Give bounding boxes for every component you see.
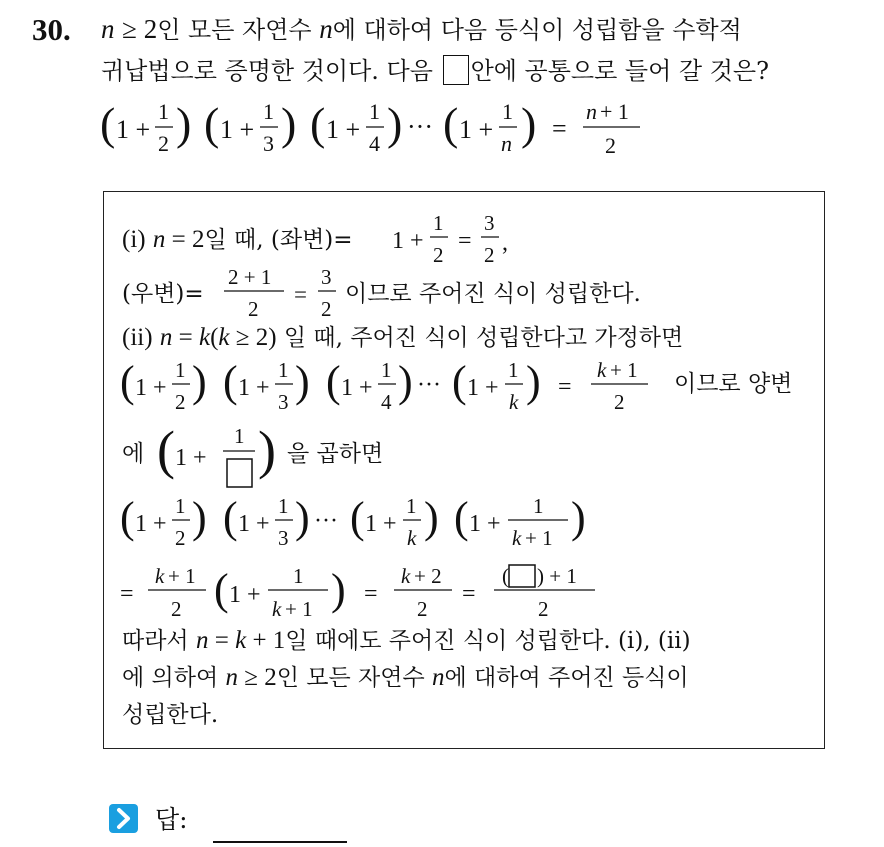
chevron-right-icon xyxy=(109,804,138,833)
svg-text:k: k xyxy=(512,526,522,550)
svg-text:=: = xyxy=(458,228,472,254)
svg-text:k: k xyxy=(597,358,607,382)
svg-text:1 +: 1 + xyxy=(220,115,255,144)
svg-text:(: ( xyxy=(326,357,341,406)
svg-text:1: 1 xyxy=(293,564,304,588)
svg-text:): ) xyxy=(521,98,537,149)
svg-text:(: ( xyxy=(120,493,135,542)
svg-text:): ) xyxy=(295,493,310,542)
svg-text:): ) xyxy=(331,565,346,614)
svg-text:=: = xyxy=(462,581,476,607)
svg-text:) + 1: ) + 1 xyxy=(537,564,577,588)
svg-text:(: ( xyxy=(350,493,365,542)
svg-text:1: 1 xyxy=(508,358,519,382)
proof-line-7-math xyxy=(120,560,620,628)
svg-text:(: ( xyxy=(502,564,509,588)
svg-text:1: 1 xyxy=(278,494,289,518)
svg-text:2: 2 xyxy=(417,597,428,621)
paren: ( xyxy=(100,98,116,149)
svg-text:): ) xyxy=(424,493,439,542)
proof-line-8: 따라서 n = k + 1일 때에도 주어진 식이 성립한다. (i), (ii) xyxy=(122,627,691,654)
svg-text:1: 1 xyxy=(406,494,417,518)
svg-text:): ) xyxy=(398,357,413,406)
proof-line-4-math xyxy=(120,352,680,420)
svg-text:): ) xyxy=(258,420,276,480)
svg-text:=: = xyxy=(364,581,378,607)
svg-text:(: ( xyxy=(120,357,135,406)
proof-line-6-math xyxy=(120,488,620,556)
svg-text:): ) xyxy=(192,357,207,406)
svg-text:3: 3 xyxy=(278,390,289,414)
svg-text:2: 2 xyxy=(538,597,549,621)
svg-text:+ 1: + 1 xyxy=(600,99,629,124)
proof-line-1-math xyxy=(392,206,532,272)
svg-text:1: 1 xyxy=(263,99,274,124)
svg-text:k: k xyxy=(509,390,519,414)
problem-number: 30. xyxy=(32,12,71,47)
svg-text:1: 1 xyxy=(502,99,513,124)
svg-text:=: = xyxy=(552,114,567,143)
svg-text:): ) xyxy=(571,493,586,542)
blank-box xyxy=(227,459,252,487)
svg-text:+ 1: + 1 xyxy=(168,564,196,588)
svg-text:(: ( xyxy=(443,98,459,149)
svg-text:1 +: 1 + xyxy=(469,511,501,537)
svg-text:1: 1 xyxy=(278,358,289,382)
svg-text:3: 3 xyxy=(278,526,289,550)
svg-text:2: 2 xyxy=(158,131,169,156)
svg-text:2: 2 xyxy=(171,597,182,621)
svg-text:k: k xyxy=(272,597,282,621)
problem-line-2 xyxy=(101,54,769,88)
proof-line-1: (i) n = 2일 때, (좌변)= xyxy=(122,226,353,253)
proof-line-2-text: 이므로 주어진 식이 성립한다. xyxy=(345,281,641,307)
svg-text:1: 1 xyxy=(175,358,186,382)
svg-text:): ) xyxy=(281,98,297,149)
svg-text:k: k xyxy=(401,564,411,588)
svg-text:1 +: 1 + xyxy=(175,445,207,471)
answer-input-line[interactable] xyxy=(213,841,347,843)
svg-text:(: ( xyxy=(310,98,326,149)
svg-text:(: ( xyxy=(157,420,175,480)
svg-text:1 +: 1 + xyxy=(238,375,270,401)
svg-text:1 +: 1 + xyxy=(135,375,167,401)
problem-line-2-a: 귀납법으로 증명한 것이다. 다음 xyxy=(101,57,433,85)
svg-text:1: 1 xyxy=(381,358,392,382)
svg-text:(: ( xyxy=(452,357,467,406)
svg-text:+ 1: + 1 xyxy=(525,526,553,550)
svg-text:1 +: 1 + xyxy=(135,511,167,537)
main-equation xyxy=(100,95,660,165)
svg-text:2: 2 xyxy=(605,133,616,158)
proof-line-2: (우변)= xyxy=(122,281,204,307)
proof-line-2-math xyxy=(222,260,352,326)
svg-text:n: n xyxy=(501,131,512,156)
svg-text:2: 2 xyxy=(433,243,444,267)
svg-text:1: 1 xyxy=(175,494,186,518)
svg-text:,: , xyxy=(502,230,508,256)
answer-label: 답: xyxy=(155,805,188,834)
svg-text:2: 2 xyxy=(484,243,495,267)
svg-text:4: 4 xyxy=(381,390,392,414)
svg-text:2: 2 xyxy=(614,390,625,414)
svg-text:1: 1 xyxy=(234,424,245,448)
svg-text:···: ··· xyxy=(314,508,338,534)
proof-line-5-c: 을 곱하면 xyxy=(287,441,384,467)
blank-box xyxy=(443,55,469,85)
svg-text:4: 4 xyxy=(369,131,380,156)
svg-text:k: k xyxy=(155,564,165,588)
problem-line-1: n ≥ 2인 모든 자연수 n에 대하여 다음 등식이 성립함을 수학적 xyxy=(101,14,742,44)
svg-text:+ 1: + 1 xyxy=(285,597,313,621)
proof-line-4-text: 이므로 양변 xyxy=(674,371,793,397)
svg-text:=: = xyxy=(558,374,572,400)
svg-text:···: ··· xyxy=(417,372,441,398)
svg-text:(: ( xyxy=(454,493,469,542)
svg-text:2 + 1: 2 + 1 xyxy=(228,265,272,289)
svg-text:): ) xyxy=(176,98,192,149)
svg-text:2: 2 xyxy=(175,526,186,550)
svg-text:1 +: 1 + xyxy=(467,375,499,401)
svg-text:): ) xyxy=(387,98,403,149)
svg-text:1 +: 1 + xyxy=(341,375,373,401)
svg-text:2: 2 xyxy=(248,297,259,321)
proof-line-3: (ii) n = k(k ≥ 2) 일 때, 주어진 식이 성립한다고 가정하면 xyxy=(122,324,684,351)
svg-text:2: 2 xyxy=(321,297,332,321)
svg-text:(: ( xyxy=(214,565,229,614)
svg-text:1 +: 1 + xyxy=(365,511,397,537)
svg-text:2: 2 xyxy=(175,390,186,414)
svg-text:1: 1 xyxy=(433,211,444,235)
proof-line-5-math xyxy=(157,414,285,494)
svg-text:1: 1 xyxy=(533,494,544,518)
svg-text:+ 2: + 2 xyxy=(414,564,442,588)
svg-text:(: ( xyxy=(223,493,238,542)
svg-text:): ) xyxy=(526,357,541,406)
svg-text:1 +: 1 + xyxy=(116,115,151,144)
svg-text:1 +: 1 + xyxy=(326,115,361,144)
svg-text:1 +: 1 + xyxy=(459,115,494,144)
svg-text:3: 3 xyxy=(263,131,274,156)
svg-text:···: ··· xyxy=(407,112,433,141)
svg-text:(: ( xyxy=(223,357,238,406)
proof-line-9: 에 의하여 n ≥ 2인 모든 자연수 n에 대하여 주어진 등식이 xyxy=(122,664,689,691)
svg-text:1 +: 1 + xyxy=(392,228,424,254)
svg-text:n: n xyxy=(586,99,597,124)
svg-text:+ 1: + 1 xyxy=(610,358,638,382)
svg-text:1: 1 xyxy=(369,99,380,124)
svg-text:3: 3 xyxy=(321,265,332,289)
svg-text:1 +: 1 + xyxy=(238,511,270,537)
svg-text:): ) xyxy=(295,357,310,406)
svg-text:): ) xyxy=(192,493,207,542)
svg-text:=: = xyxy=(294,282,307,307)
problem-line-1-c: 에 대하여 다음 등식이 성립함을 수학적 xyxy=(332,16,742,44)
proof-line-5-a: 에 xyxy=(122,441,145,467)
svg-text:(: ( xyxy=(204,98,220,149)
svg-text:=: = xyxy=(120,581,134,607)
svg-text:1: 1 xyxy=(158,99,169,124)
problem-line-1-var: n xyxy=(319,14,333,44)
svg-text:k: k xyxy=(407,526,417,550)
svg-text:1 +: 1 + xyxy=(229,582,261,608)
problem-line-2-b: 안에 공통으로 들어 갈 것은? xyxy=(470,57,769,85)
svg-text:3: 3 xyxy=(484,211,495,235)
proof-line-10: 성립한다. xyxy=(122,702,219,728)
blank-box xyxy=(509,565,535,587)
